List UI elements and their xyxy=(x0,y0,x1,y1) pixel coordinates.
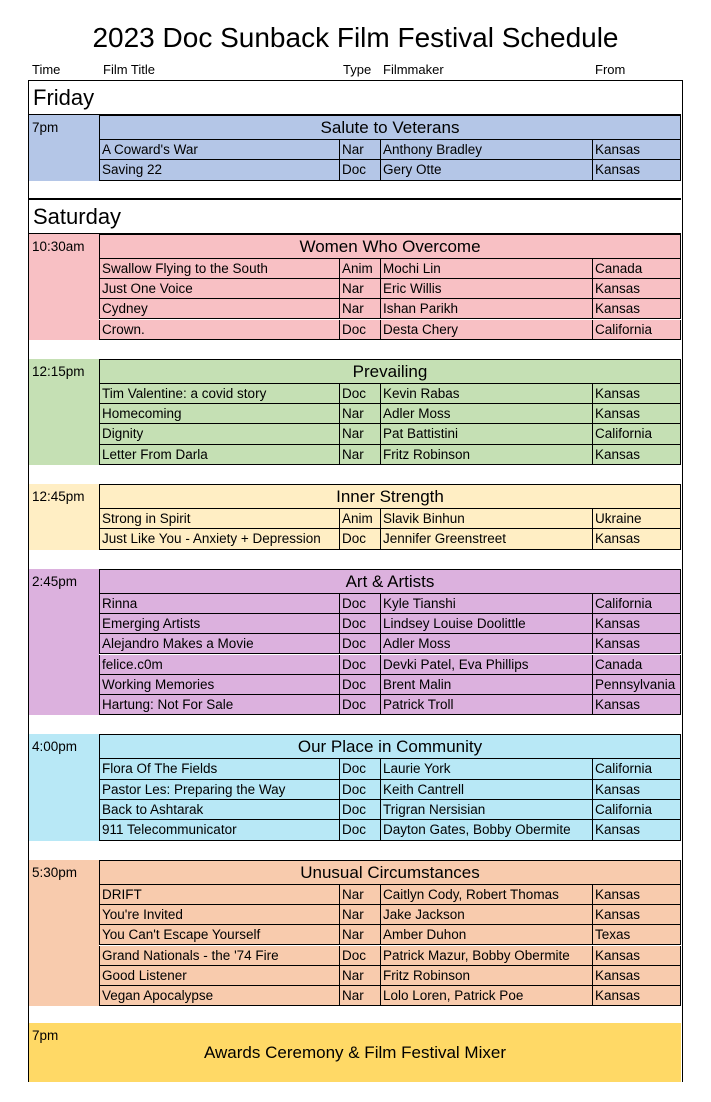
closing-title: Awards Ceremony & Film Festival Mixer xyxy=(204,1043,506,1063)
film-title: Alejandro Makes a Movie xyxy=(100,634,340,653)
block-title: Inner Strength xyxy=(99,484,681,509)
film-origin: Canada xyxy=(595,656,643,672)
filmmaker: Lolo Loren, Patrick Poe xyxy=(381,986,593,1005)
filmmaker: Fritz Robinson xyxy=(381,445,593,464)
filmmaker: Kyle Tianshi xyxy=(381,594,593,613)
film-type: Doc xyxy=(340,759,381,778)
film-type: Nar xyxy=(340,925,381,944)
film-origin: California xyxy=(595,761,653,777)
film-title: Swallow Flying to the South xyxy=(100,259,340,278)
filmmaker: Dayton Gates, Bobby Obermite xyxy=(381,820,593,839)
film-row xyxy=(99,259,681,279)
filmmaker: Fritz Robinson xyxy=(381,966,593,985)
film-type: Doc xyxy=(340,655,381,674)
film-row xyxy=(99,675,681,695)
filmmaker: Keith Cantrell xyxy=(381,780,593,799)
film-title: Good Listener xyxy=(100,966,340,985)
film-type: Nar xyxy=(340,299,381,318)
film-row xyxy=(99,946,681,966)
film-type: Nar xyxy=(340,404,381,423)
block-title: Unusual Circumstances xyxy=(99,860,681,885)
col-header-time: Time xyxy=(32,62,61,77)
film-origin: Kansas xyxy=(595,781,641,797)
film-title: Back to Ashtarak xyxy=(100,800,340,819)
col-header-from: From xyxy=(595,62,626,77)
filmmaker: Caitlyn Cody, Robert Thomas xyxy=(381,885,593,904)
film-title: Tim Valentine: a covid story xyxy=(100,384,340,403)
filmmaker: Gery Otte xyxy=(381,160,593,179)
filmmaker: Desta Chery xyxy=(381,320,593,339)
film-origin: Kansas xyxy=(595,967,641,983)
film-row xyxy=(99,986,681,1006)
block-title: Art & Artists xyxy=(99,569,681,594)
col-header-filmmaker: Filmmaker xyxy=(383,62,444,77)
film-title: Working Memories xyxy=(100,675,340,694)
film-type: Doc xyxy=(340,529,381,548)
film-type: Nar xyxy=(340,885,381,904)
film-title: Saving 22 xyxy=(100,160,340,179)
day-heading-saturday: Saturday xyxy=(29,200,681,234)
film-row xyxy=(99,509,681,529)
film-title: Grand Nationals - the '74 Fire xyxy=(100,946,340,965)
film-title: Just Like You - Anxiety + Depression xyxy=(100,529,340,548)
filmmaker: Slavik Binhun xyxy=(381,509,593,528)
film-title: Pastor Les: Preparing the Way xyxy=(100,780,340,799)
film-row xyxy=(99,905,681,925)
film-title: Rinna xyxy=(100,594,340,613)
film-origin: Ukraine xyxy=(595,511,642,526)
film-title: felice.c0m xyxy=(100,655,340,674)
film-type: Doc xyxy=(340,384,381,403)
film-origin: Kansas xyxy=(595,988,641,1004)
film-row xyxy=(99,384,681,404)
filmmaker: Adler Moss xyxy=(381,404,593,423)
film-row xyxy=(99,695,681,715)
film-type: Nar xyxy=(340,445,381,464)
film-row xyxy=(99,780,681,800)
film-type: Doc xyxy=(340,594,381,613)
film-origin: California xyxy=(595,802,653,817)
film-row xyxy=(99,594,681,614)
film-title: Flora Of The Fields xyxy=(100,759,340,778)
film-title: A Coward's War xyxy=(100,140,340,159)
closing-time: 7pm xyxy=(32,1028,59,1044)
filmmaker: Brent Malin xyxy=(381,675,593,694)
film-type: Doc xyxy=(340,614,381,633)
film-origin: Kansas xyxy=(595,947,641,963)
film-origin: California xyxy=(595,595,653,611)
film-title: Crown. xyxy=(100,320,340,339)
film-origin: Kansas xyxy=(595,636,641,652)
block-title: Women Who Overcome xyxy=(99,234,681,259)
film-origin: Kansas xyxy=(595,886,641,902)
film-row xyxy=(99,404,681,424)
film-origin: Pennsylvania xyxy=(595,676,676,692)
block-title: Salute to Veterans xyxy=(99,115,681,140)
film-title: Strong in Spirit xyxy=(100,509,340,528)
filmmaker: Patrick Troll xyxy=(381,695,593,714)
film-row xyxy=(99,759,681,779)
film-type: Doc xyxy=(340,695,381,714)
film-row xyxy=(99,634,681,654)
film-row xyxy=(99,445,681,465)
film-title: 911 Telecommunicator xyxy=(100,820,340,839)
film-title: Hartung: Not For Sale xyxy=(100,695,340,714)
film-title: You're Invited xyxy=(100,905,340,924)
film-type: Nar xyxy=(340,986,381,1005)
film-type: Nar xyxy=(340,424,381,443)
filmmaker: Anthony Bradley xyxy=(381,140,593,159)
film-type: Doc xyxy=(340,634,381,653)
filmmaker: Pat Battistini xyxy=(381,424,593,443)
block-title: Prevailing xyxy=(99,359,681,384)
film-origin: Kansas xyxy=(595,697,641,713)
film-origin: Kansas xyxy=(595,446,641,462)
filmmaker: Ishan Parikh xyxy=(381,299,593,318)
closing-event xyxy=(29,1023,681,1082)
film-origin: Kansas xyxy=(595,822,641,838)
film-origin: Kansas xyxy=(595,531,641,547)
film-row xyxy=(99,424,681,444)
filmmaker: Devki Patel, Eva Phillips xyxy=(381,655,593,674)
film-title: Homecoming xyxy=(100,404,340,423)
film-row xyxy=(99,529,681,549)
film-title: Cydney xyxy=(100,299,340,318)
film-type: Doc xyxy=(340,160,381,179)
film-type: Doc xyxy=(340,946,381,965)
filmmaker: Patrick Mazur, Bobby Obermite xyxy=(381,946,593,965)
film-type: Doc xyxy=(340,780,381,799)
film-row xyxy=(99,966,681,986)
film-type: Doc xyxy=(340,820,381,839)
film-title: Just One Voice xyxy=(100,279,340,298)
film-type: Anim xyxy=(340,509,381,528)
film-title: Letter From Darla xyxy=(100,445,340,464)
block-time: 12:45pm xyxy=(29,484,99,550)
filmmaker: Adler Moss xyxy=(381,634,593,653)
film-row xyxy=(99,925,681,945)
film-row xyxy=(99,885,681,905)
filmmaker: Jake Jackson xyxy=(381,905,593,924)
page-title: 2023 Doc Sunback Film Festival Schedule xyxy=(92,22,619,53)
film-row xyxy=(99,800,681,820)
film-origin: Canada xyxy=(595,260,643,276)
filmmaker: Amber Duhon xyxy=(381,925,593,944)
film-row xyxy=(99,655,681,675)
film-origin: California xyxy=(595,426,653,442)
film-type: Nar xyxy=(340,279,381,298)
filmmaker: Trigran Nersisian xyxy=(381,800,593,819)
film-row xyxy=(99,160,681,180)
film-type: Anim xyxy=(340,259,381,278)
film-title: Emerging Artists xyxy=(100,614,340,633)
film-origin: Kansas xyxy=(595,385,641,401)
film-row xyxy=(99,299,681,319)
film-row xyxy=(99,320,681,340)
film-origin: Kansas xyxy=(595,162,641,178)
film-row xyxy=(99,279,681,299)
block-title: Our Place in Community xyxy=(99,734,681,759)
film-type: Nar xyxy=(340,905,381,924)
day-heading-friday: Friday xyxy=(29,81,681,115)
film-origin: Kansas xyxy=(595,142,641,157)
block-time: 12:15pm xyxy=(29,359,99,465)
film-title: Vegan Apocalypse xyxy=(100,986,340,1005)
col-header-type: Type xyxy=(343,62,372,77)
film-type: Doc xyxy=(340,675,381,694)
film-origin: Kansas xyxy=(595,301,641,317)
film-origin: Kansas xyxy=(595,615,641,631)
film-origin: Kansas xyxy=(595,280,641,296)
block-time: 2:45pm xyxy=(29,569,99,716)
film-origin: Texas xyxy=(595,927,631,943)
filmmaker: Mochi Lin xyxy=(381,259,593,278)
film-type: Doc xyxy=(340,800,381,819)
film-type: Nar xyxy=(340,140,381,159)
filmmaker: Jennifer Greenstreet xyxy=(381,529,593,548)
filmmaker: Laurie York xyxy=(381,759,593,778)
schedule-sheet xyxy=(28,80,683,1082)
film-row xyxy=(99,614,681,634)
film-type: Nar xyxy=(340,966,381,985)
block-time: 7pm xyxy=(29,115,99,181)
filmmaker: Kevin Rabas xyxy=(381,384,593,403)
block-time: 4:00pm xyxy=(29,734,99,840)
film-type: Doc xyxy=(340,320,381,339)
filmmaker: Eric Willis xyxy=(381,279,593,298)
block-time: 10:30am xyxy=(29,234,99,340)
film-row xyxy=(99,820,681,840)
film-title: DRIFT xyxy=(100,885,340,904)
film-title: Dignity xyxy=(100,424,340,443)
filmmaker: Lindsey Louise Doolittle xyxy=(381,614,593,633)
film-origin: Kansas xyxy=(595,406,641,422)
col-header-film-title: Film Title xyxy=(103,62,155,77)
film-origin: Kansas xyxy=(595,906,641,922)
film-origin: California xyxy=(595,321,653,337)
film-row xyxy=(99,140,681,160)
block-time: 5:30pm xyxy=(29,860,99,1007)
film-title: You Can't Escape Yourself xyxy=(100,925,340,944)
